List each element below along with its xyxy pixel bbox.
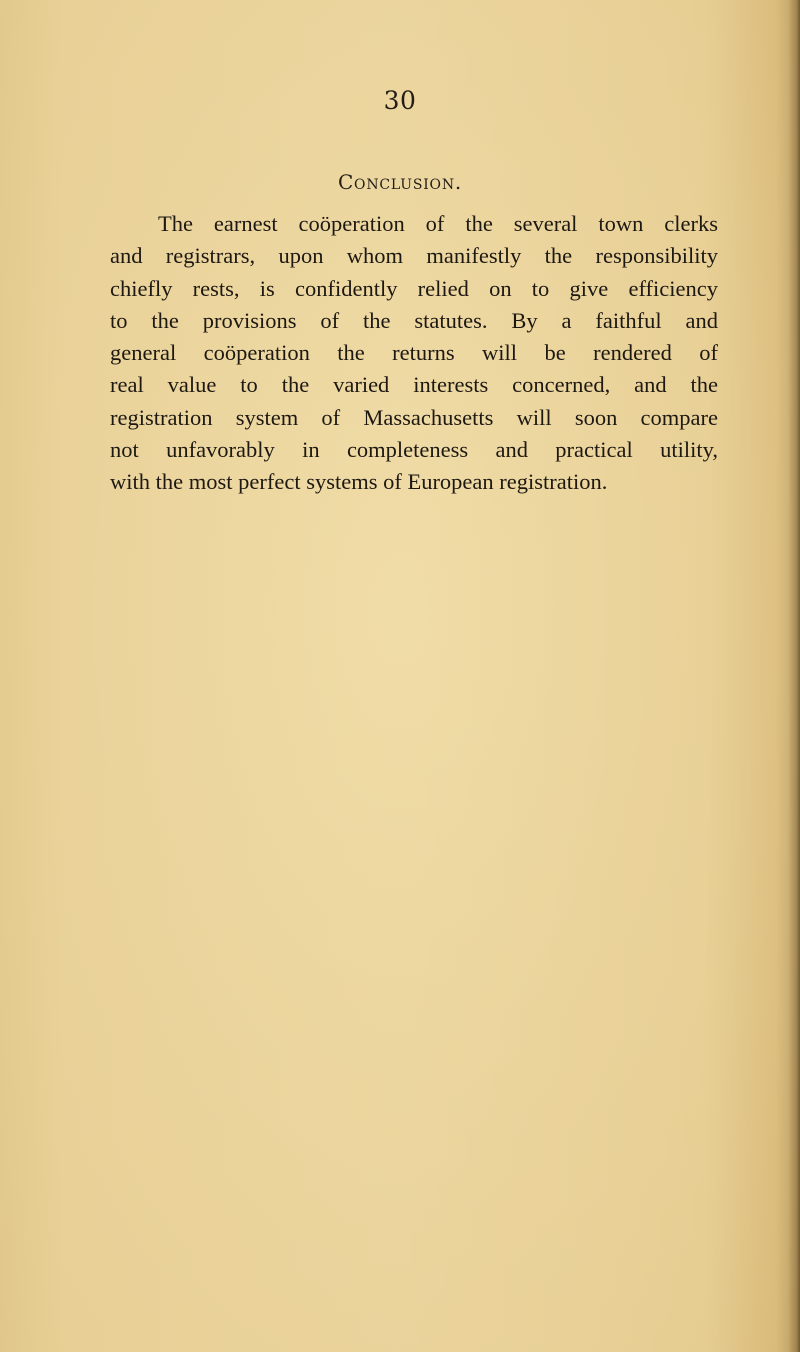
paragraph-line: with the most perfect systems of European registration.	[110, 469, 608, 495]
page-number: 30	[383, 86, 417, 115]
paragraph-line: and registrars, upon whom manifestly the responsibility	[110, 243, 718, 269]
paragraph-line: general coöperation the returns will be rendered of	[110, 340, 718, 366]
page-edge-shadow	[788, 0, 800, 1352]
body-paragraph	[110, 208, 718, 499]
paragraph-line: not unfavorably in completeness and practical utility,	[110, 437, 718, 463]
paragraph-line: chiefly rests, is confidently relied on to give efficiency	[110, 275, 718, 301]
paragraph-line: to the provisions of the statutes. By a faithful and	[110, 307, 718, 333]
paragraph-line: The earnest coöperation of the several town clerks	[158, 211, 718, 236]
paragraph-line: registration system of Massachusetts will soon compare	[110, 404, 718, 430]
section-heading: Conclusion.	[337, 170, 463, 194]
paragraph-line: real value to the varied interests concerned, and the	[110, 372, 718, 398]
